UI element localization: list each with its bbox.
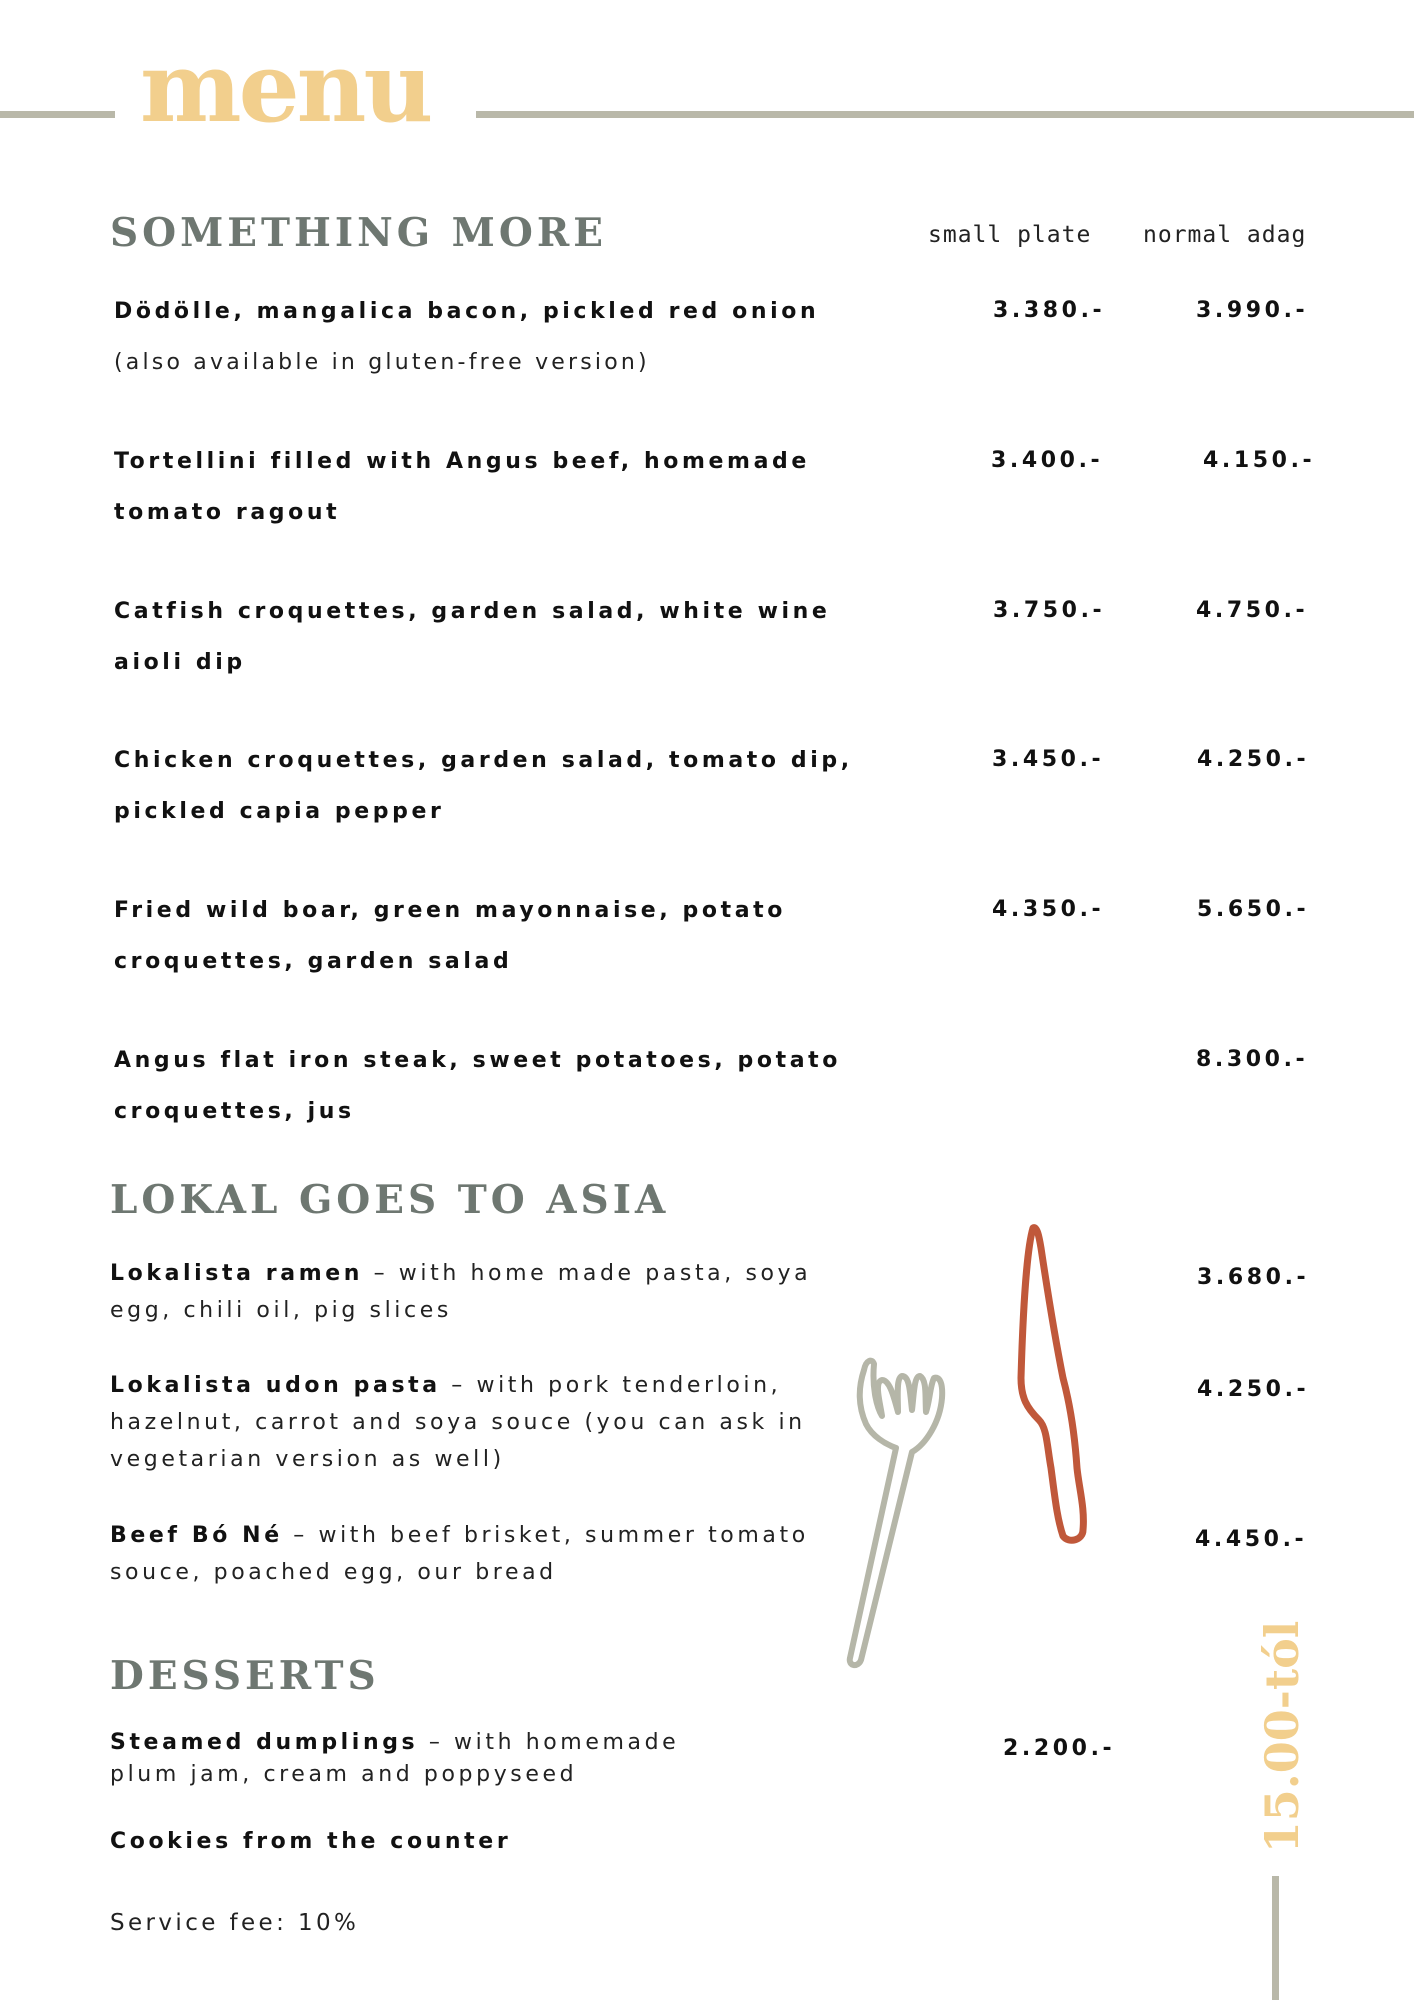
item-name: Lokalista ramen — [110, 1261, 364, 1286]
section-title-desserts: DESSERTS — [110, 1653, 380, 1699]
price-normal: 4.250.- — [1197, 747, 1310, 772]
price: 3.680.- — [1197, 1265, 1310, 1290]
menu-item — [114, 436, 894, 538]
knife-icon — [1005, 1218, 1095, 1548]
item-name: Angus flat iron steak, sweet potatoes, potato croquettes, jus — [114, 1048, 842, 1124]
fork-icon — [830, 1340, 960, 1670]
item-name: Fried wild boar, green mayonnaise, potato croquettes, garden salad — [114, 898, 787, 974]
menu-item — [114, 735, 894, 837]
header-rule-right — [476, 111, 1414, 118]
asia-item — [110, 1367, 830, 1478]
item-description: – with pork tenderloin, hazelnut, carrot and soya souce (you can ask in vegetarian version as well) — [110, 1373, 806, 1472]
service-fee: Service fee: 10% — [110, 1910, 360, 1936]
section-title-asia: LOKAL GOES TO ASIA — [110, 1177, 670, 1223]
price-normal: 4.150.- — [1203, 448, 1316, 473]
menu-item — [114, 586, 894, 688]
price-normal: 4.750.- — [1196, 598, 1309, 623]
item-name: Cookies from the counter — [110, 1829, 512, 1854]
item-description: – with home made pasta, soya egg, chili oil, pig slices — [110, 1261, 812, 1323]
item-description: – with homemade plum jam, cream and poppyseed — [110, 1730, 680, 1787]
price-normal: 8.300.- — [1196, 1047, 1309, 1072]
asia-item — [110, 1255, 830, 1329]
dessert-item — [110, 1727, 750, 1791]
item-name: Chicken croquettes, garden salad, tomato dip, pickled capia pepper — [114, 748, 853, 824]
item-description: – with beef brisket, summer tomato souce, poached egg, our bread — [110, 1523, 809, 1585]
price: 4.450.- — [1195, 1527, 1308, 1552]
section-title-something-more: SOMETHING MORE — [110, 210, 607, 256]
column-header-small-plate: small plate — [928, 222, 1092, 248]
item-name: Catfish croquettes, garden salad, white wine aioli dip — [114, 599, 831, 675]
menu-item — [114, 885, 894, 987]
column-header-normal-adag: normal adag — [1143, 222, 1307, 248]
opening-time-label: 15.00-tól — [1255, 1620, 1309, 1854]
price-normal: 3.990.- — [1196, 298, 1309, 323]
item-name: Tortellini filled with Angus beef, homemade tomato ragout — [114, 449, 810, 525]
price-small: 3.750.- — [993, 598, 1106, 623]
item-name: Steamed dumplings — [110, 1730, 419, 1755]
item-name: Lokalista udon pasta — [110, 1373, 441, 1398]
side-rule — [1272, 1876, 1279, 2000]
item-name: Dödölle, mangalica bacon, pickled red onion — [114, 299, 820, 324]
item-name: Beef Bó Né — [110, 1523, 283, 1548]
item-note: (also available in gluten-free version) — [114, 350, 650, 375]
menu-logo: menu — [140, 31, 431, 144]
opening-time-label-wrapper — [1222, 1612, 1342, 1862]
price: 4.250.- — [1197, 1377, 1310, 1402]
dessert-item — [110, 1823, 830, 1860]
price: 2.200.- — [1003, 1736, 1116, 1761]
menu-item — [114, 1035, 894, 1137]
asia-item — [110, 1517, 830, 1591]
menu-item — [114, 286, 894, 388]
price-small: 4.350.- — [992, 897, 1105, 922]
price-normal: 5.650.- — [1197, 897, 1310, 922]
price-small: 3.380.- — [993, 298, 1106, 323]
header-rule-left — [0, 111, 115, 118]
price-small: 3.450.- — [992, 747, 1105, 772]
price-small: 3.400.- — [991, 448, 1104, 473]
